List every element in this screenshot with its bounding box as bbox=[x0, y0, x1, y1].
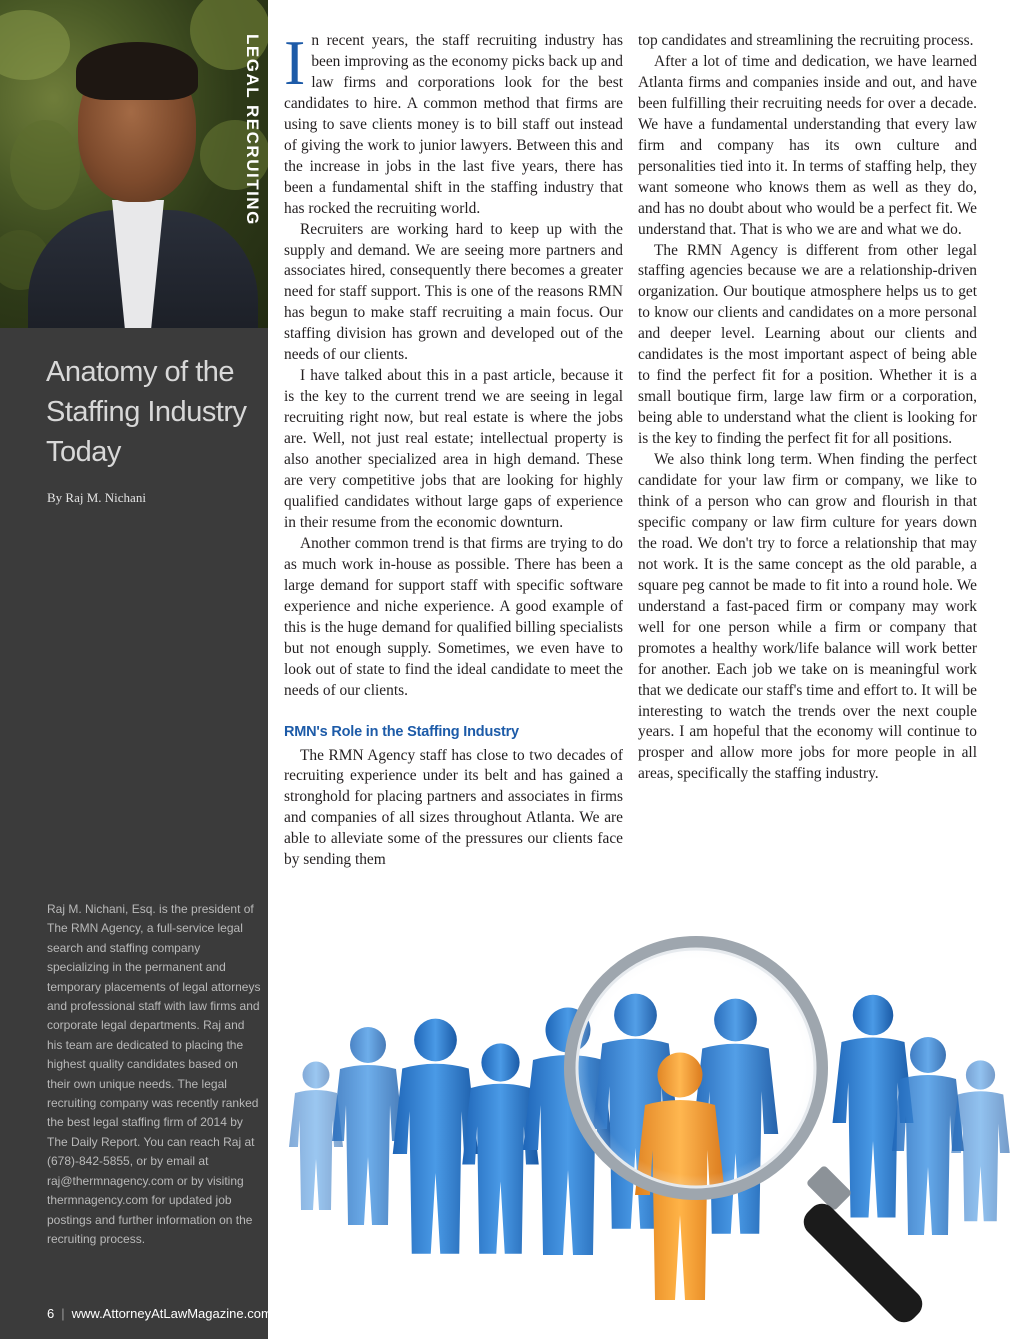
article-title: Anatomy of the Staffing Industry Today bbox=[46, 356, 247, 468]
drop-cap: I bbox=[284, 27, 306, 98]
website-link[interactable]: www.AttorneyAtLawMagazine.com bbox=[71, 1306, 272, 1321]
author-hair bbox=[76, 42, 198, 100]
paragraph: top candidates and streamlining the recruiting process. bbox=[638, 32, 974, 49]
page-number: 6 bbox=[47, 1306, 55, 1321]
sidebar bbox=[0, 0, 272, 1339]
paragraph: The RMN Agency is different from other legal staffing agencies because we are a relationship-driven organization. Our boutique atmosphere helps us to get to know our clients and candidates on a more personal and deeper level. Learning about our clients and candidates is the most important aspect of being able to find the perfect fit for a position. Whether it is a small boutique firm, large law firm or a corporation, being able to understand what the client is looking for is the key to finding the perfect fit for all positions. bbox=[638, 241, 977, 448]
paragraph: After a lot of time and dedication, we have learned Atlanta firms and companies inside and out, and have been fulfilling their recruiting needs for over a decade. We have a fundamental understanding that every law firm and company has its own culture and personalities tied into it. In terms of staffing help, they want someone who knows them as well as they do, and has no doubt about who would be a perfect fit. We understand that. That is who we are and what we do. bbox=[638, 52, 977, 238]
byline: By Raj M. Nichani bbox=[47, 490, 146, 505]
paragraph: Recruiters are working hard to keep up with the supply and demand. We are seeing more partners and associates hired, consequently there becomes a greater need for staff support. This is one of the reasons RMN has begun to make staff recruiting a main focus. Our staffing division has grown and developed out of the needs of our clients. bbox=[284, 220, 623, 364]
subheading: RMN's Role in the Staffing Industry bbox=[284, 723, 519, 740]
paragraph-text: n recent years, the staff recruiting industry has been improving as the economy picks back up and law firms and corporations look for the best candidates to hire. A common method that firms are using to save clients money is to bill staff out instead of giving the work to junior lawyers. Between this and the increase in jobs in the last five years, there has been a fundamental shift in the staffing industry that has rocked the recruiting world. bbox=[284, 32, 623, 217]
footer-separator: | bbox=[61, 1306, 65, 1321]
paragraph: We also think long term. When finding the perfect candidate for your law firm or company, we like to think of a person who can grow and flourish in that specific company or law firm culture for years down the road. We don't try to force a relationship that may not work. It is the same concept as the old parable, a square peg cannot be made to fit into a round hole. We understand a fast-paced firm or company may work well for one person while a firm or company that promotes a healthy work/life balance will work better for another. Each job we take on is meaningful work that we dedicate our staff's time and effort to. It will be interesting to watch the trends over the next couple years. I am hopeful that the economy will continue to prosper and allow more jobs for more people in all areas, specifically the staffing industry. bbox=[638, 451, 977, 783]
paragraph: Another common trend is that firms are trying to do as much work in-house as possible. There has been a large demand for support staff with specific software experience and niche experience. A good example of this is the huge demand for qualified billing specialists but not enough supply. Sometimes, we even have to look out of state to find the ideal candidate to meet the needs of our clients. bbox=[284, 534, 623, 699]
article-column-1 bbox=[284, 27, 623, 871]
page-footer bbox=[47, 1306, 272, 1321]
paragraph: I have talked about this in a past article, because it is the key to the current trend we are seeing in legal recruiting right now, but real estate is where the jobs are. Well, not just real estate; intellectual property is also another specialized area in high demand. These are very competitive jobs that are looking for highly qualified candidates without large gaps of experience in their resume from the economic downturn. bbox=[284, 367, 623, 531]
paragraph bbox=[284, 27, 623, 220]
section-label: LEGAL RECRUITING bbox=[243, 34, 262, 226]
author-bio: Raj M. Nichani, Esq. is the president of The RMN Agency, a full-service legal search and staffing company specializing in the permanent and temporary placements of legal attorneys and professional staff with law firms and corporate legal departments. Raj and his team are dedicated to placing the highest quality candidates based on their own unique needs. The legal recruiting company was recently ranked the best legal staffing firm of 2014 by The Daily Report. You can reach Raj at (678)-842-5855, or by email at raj@thermnagency.com or by visiting thermnagency.com for updated job postings and further information on the recruiting process. bbox=[47, 902, 261, 1246]
article-column-2 bbox=[638, 31, 977, 785]
paragraph: The RMN Agency staff has close to two decades of recruiting experience under its belt and has gained a stronghold for placing partners and associates in firms and companies of all sizes throughout Atlanta. We are able to alleviate some of the pressures our clients face by sending them bbox=[284, 746, 623, 869]
magnifying-glass-over-figures-icon bbox=[268, 930, 1024, 1339]
author-photo bbox=[0, 0, 268, 328]
